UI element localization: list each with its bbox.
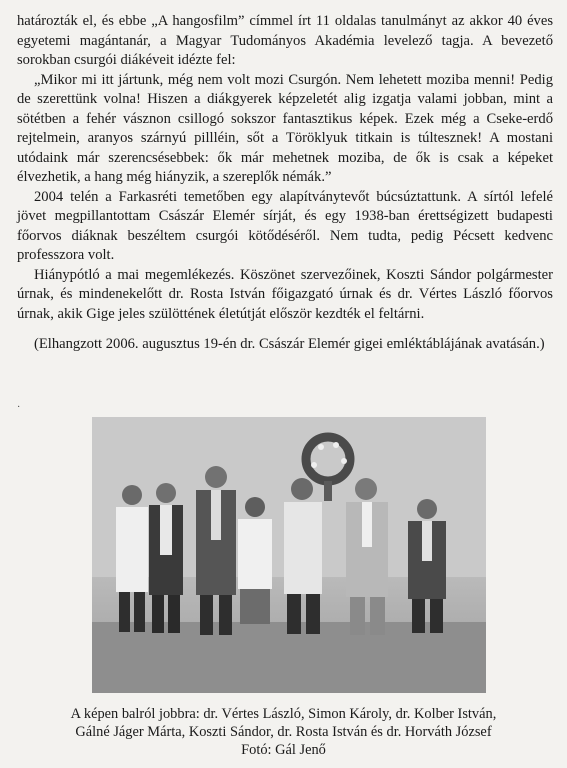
occasion-note: (Elhangzott 2006. augusztus 19-én dr. Császár Elemér gigei emléktáblájának avatásán.) [34, 336, 545, 352]
person-3 [196, 466, 236, 635]
caption-line-1: A képen balról jobbra: dr. Vértes László, Simon Károly, dr. Kolber István, [70, 706, 497, 722]
quote-paragraph: „Mikor mi itt jártunk, még nem volt mozi Csurgón. Nem lehetett moziba menni! Pedig de szerettünk volna! Hiszen a diákgyerek képzeletét alig izgatja valami jobban, mint a sötétben a fehér vásznon csillogó sokszor fantasztikus képek. Ezek még a Cseke-erdő rejtelmein, aranyos szárnyú pillléin, sőt a Töröklyuk titkain is túltesznek! A mostani utódaink már szerencsésebbek: ők már mehetnek moziba, de ők is csak a képeket élvezhetik, a hang még hiányzik, a szereplők némák.” [17, 71, 553, 185]
photo-caption [0, 705, 567, 759]
person-2 [149, 483, 183, 633]
caption-line-2: Gálné Jáger Márta, Koszti Sándor, dr. Rosta István és dr. Horváth József [75, 724, 492, 740]
paragraph-thanks: Hiánypótló a mai megemlékezés. Köszönet szervezőinek, Koszti Sándor polgármester úrnak, és mindenekelőtt dr. Rosta István főigazgató úrnak és dr. Vértes László főorvos úrnak, akik Gige jeles szülöttének életútját először kezdték el feltárni. [17, 266, 553, 322]
person-1 [116, 485, 148, 632]
paragraph-farkasret: 2004 telén a Farkasréti temetőben egy alapítványtevőt búcsúztattunk. A sírtól lefelé jövet megpillantottam Császár Elemér sírját, és egy 1938-ban érettségizett budapesti főorvos diáknak beszéltem csurgói kötődéséről. Nem tudta, pedig Pécsett kedvenc professzora volt. [17, 188, 553, 263]
article-body [17, 12, 553, 355]
group-photo [92, 417, 486, 693]
photo-credit: Fotó: Gál Jenő [241, 742, 326, 758]
scan-speck: · [17, 402, 21, 413]
paragraph-intro: határozták el, és ebbe „A hangosfilm” címmel írt 11 oldalas tanulmányt az akkor 40 éves egyetemi magántanár, a Magyar Tudományos Akadémia levelező tagja. A bevezető sorokban csurgói diákéveit idézte fel: [17, 13, 553, 68]
group-photo-illustration [92, 417, 486, 693]
